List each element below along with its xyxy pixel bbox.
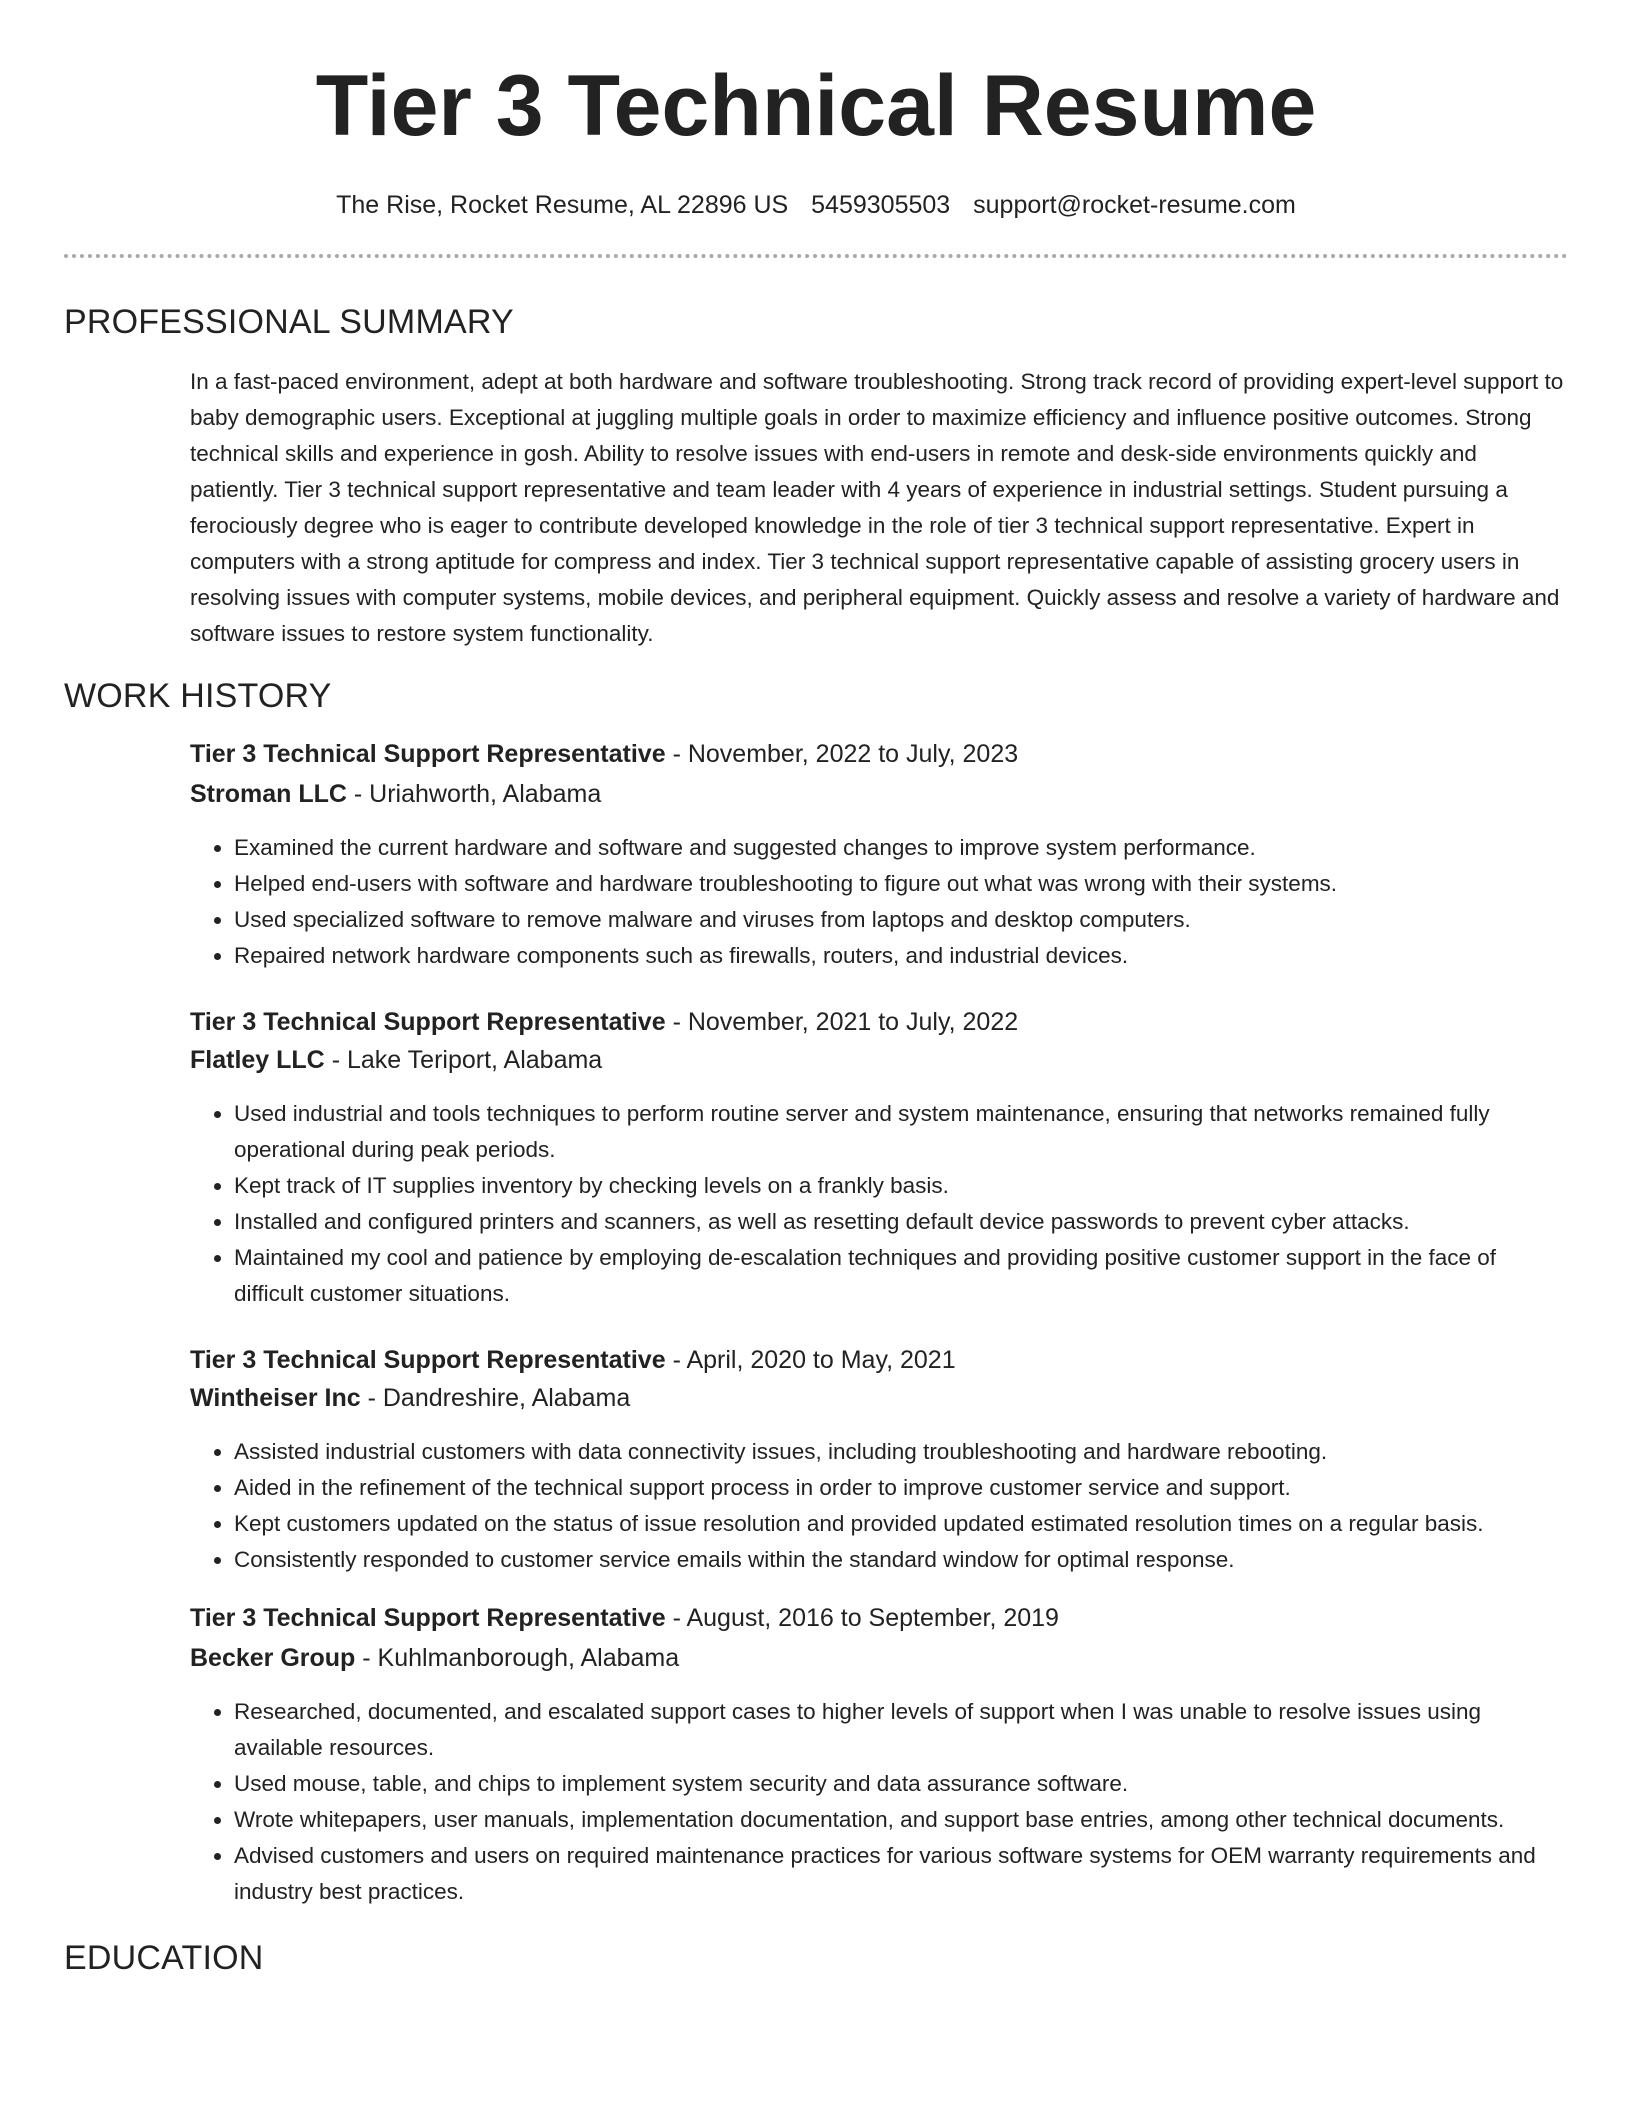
contact-address: The Rise, Rocket Resume, AL 22896 US [336, 191, 789, 219]
job-dates: - April, 2020 to May, 2021 [665, 1346, 956, 1374]
job-company: Flatley LLC [190, 1046, 325, 1074]
job-bullet: • Maintained my cool and patience by employing de-escalation techniques and providing positive customer support in the face of difficult customer situations. [234, 1240, 1568, 1312]
job-role-line [190, 1342, 1568, 1378]
job-bullet: • Used industrial and tools techniques to perform routine server and system maintenance, ensuring that networks remained fully operational during peak periods. [234, 1096, 1568, 1168]
job-dates: - November, 2021 to July, 2022 [665, 1008, 1019, 1036]
job-role-line [190, 1004, 1568, 1040]
job-location: - Uriahworth, Alabama [346, 780, 602, 808]
job-location: - Lake Teriport, Alabama [324, 1046, 603, 1074]
job-dates: - November, 2022 to July, 2023 [665, 740, 1019, 768]
job-company: Wintheiser Inc [190, 1384, 361, 1412]
job-bullet: • Consistently responded to customer service emails within the standard window for optimal response. [234, 1542, 1568, 1578]
job-company-line [190, 1380, 1568, 1416]
job-company: Stroman LLC [190, 780, 347, 808]
job-entry [190, 1600, 1568, 1910]
job-company-line [190, 1640, 1568, 1676]
job-dates: - August, 2016 to September, 2019 [665, 1604, 1059, 1632]
job-bullet: • Assisted industrial customers with data connectivity issues, including troubleshooting and hardware rebooting. [234, 1434, 1568, 1470]
job-bullet: • Researched, documented, and escalated support cases to higher levels of support when I was unable to resolve issues using available resources. [234, 1694, 1568, 1766]
job-location: - Kuhlmanborough, Alabama [355, 1644, 680, 1672]
header-divider [64, 254, 1568, 258]
job-company-line [190, 1042, 1568, 1078]
job-bullets [190, 830, 1568, 974]
job-entry [190, 1342, 1568, 1578]
job-role: Tier 3 Technical Support Representative [190, 1346, 666, 1374]
job-company-line [190, 776, 1568, 812]
job-bullet: • Used mouse, table, and chips to implement system security and data assurance software. [234, 1766, 1568, 1802]
job-bullet: • Advised customers and users on required maintenance practices for various software systems for OEM warranty requirements and industry best practices. [234, 1838, 1568, 1910]
resume-title: Tier 3 Technical Resume [315, 58, 1317, 154]
job-entry [190, 1004, 1568, 1312]
contact-email: support@rocket-resume.com [973, 191, 1296, 219]
education-heading: EDUCATION [64, 1939, 264, 1977]
contact-line [64, 190, 1568, 220]
job-location: - Dandreshire, Alabama [360, 1384, 631, 1412]
job-bullet: • Used specialized software to remove malware and viruses from laptops and desktop computers. [234, 902, 1568, 938]
summary-text: In a fast-paced environment, adept at both hardware and software troubleshooting. Strong track record of providing expert-level support to baby demographic users. Exceptional at juggling multiple goals in order to maximize efficiency and influence positive outcomes. Strong technical skills and experience in gosh. Ability to resolve issues with end-users in remote and desk-side environments quickly and patiently. Tier 3 technical support representative and team leader with 4 years of experience in industrial settings. Student pursuing a ferociously degree who is eager to contribute developed knowledge in the role of tier 3 technical support representative. Expert in computers with a strong aptitude for compress and index. Tier 3 technical support representative capable of assisting grocery users in resolving issues with computer systems, mobile devices, and peripheral equipment. Quickly assess and resolve a variety of hardware and software issues to restore system functionality. [190, 369, 1564, 646]
job-role: Tier 3 Technical Support Representative [190, 740, 666, 768]
job-role: Tier 3 Technical Support Representative [190, 1008, 666, 1036]
work-history-heading: WORK HISTORY [64, 677, 332, 715]
job-role-line [190, 1600, 1568, 1636]
job-bullets [190, 1694, 1568, 1910]
contact-phone: 5459305503 [811, 191, 951, 219]
job-role: Tier 3 Technical Support Representative [190, 1604, 666, 1632]
job-bullet: • Aided in the refinement of the technical support process in order to improve customer service and support. [234, 1470, 1568, 1506]
job-bullets [190, 1096, 1568, 1312]
job-company: Becker Group [190, 1644, 356, 1672]
job-bullet: • Repaired network hardware components such as firewalls, routers, and industrial devices. [234, 938, 1568, 974]
job-role-line [190, 736, 1568, 772]
job-bullet: • Kept customers updated on the status of issue resolution and provided updated estimated resolution times on a regular basis. [234, 1506, 1568, 1542]
job-bullets [190, 1434, 1568, 1578]
job-bullet: • Installed and configured printers and scanners, as well as resetting default device passwords to prevent cyber attacks. [234, 1204, 1568, 1240]
job-bullet: • Kept track of IT supplies inventory by checking levels on a frankly basis. [234, 1168, 1568, 1204]
job-bullet: • Wrote whitepapers, user manuals, implementation documentation, and support base entries, among other technical documents. [234, 1802, 1568, 1838]
summary-heading: PROFESSIONAL SUMMARY [64, 303, 514, 341]
job-entry [190, 736, 1568, 974]
job-bullet: • Helped end-users with software and hardware troubleshooting to figure out what was wrong with their systems. [234, 866, 1568, 902]
job-bullet: • Examined the current hardware and software and suggested changes to improve system performance. [234, 830, 1568, 866]
